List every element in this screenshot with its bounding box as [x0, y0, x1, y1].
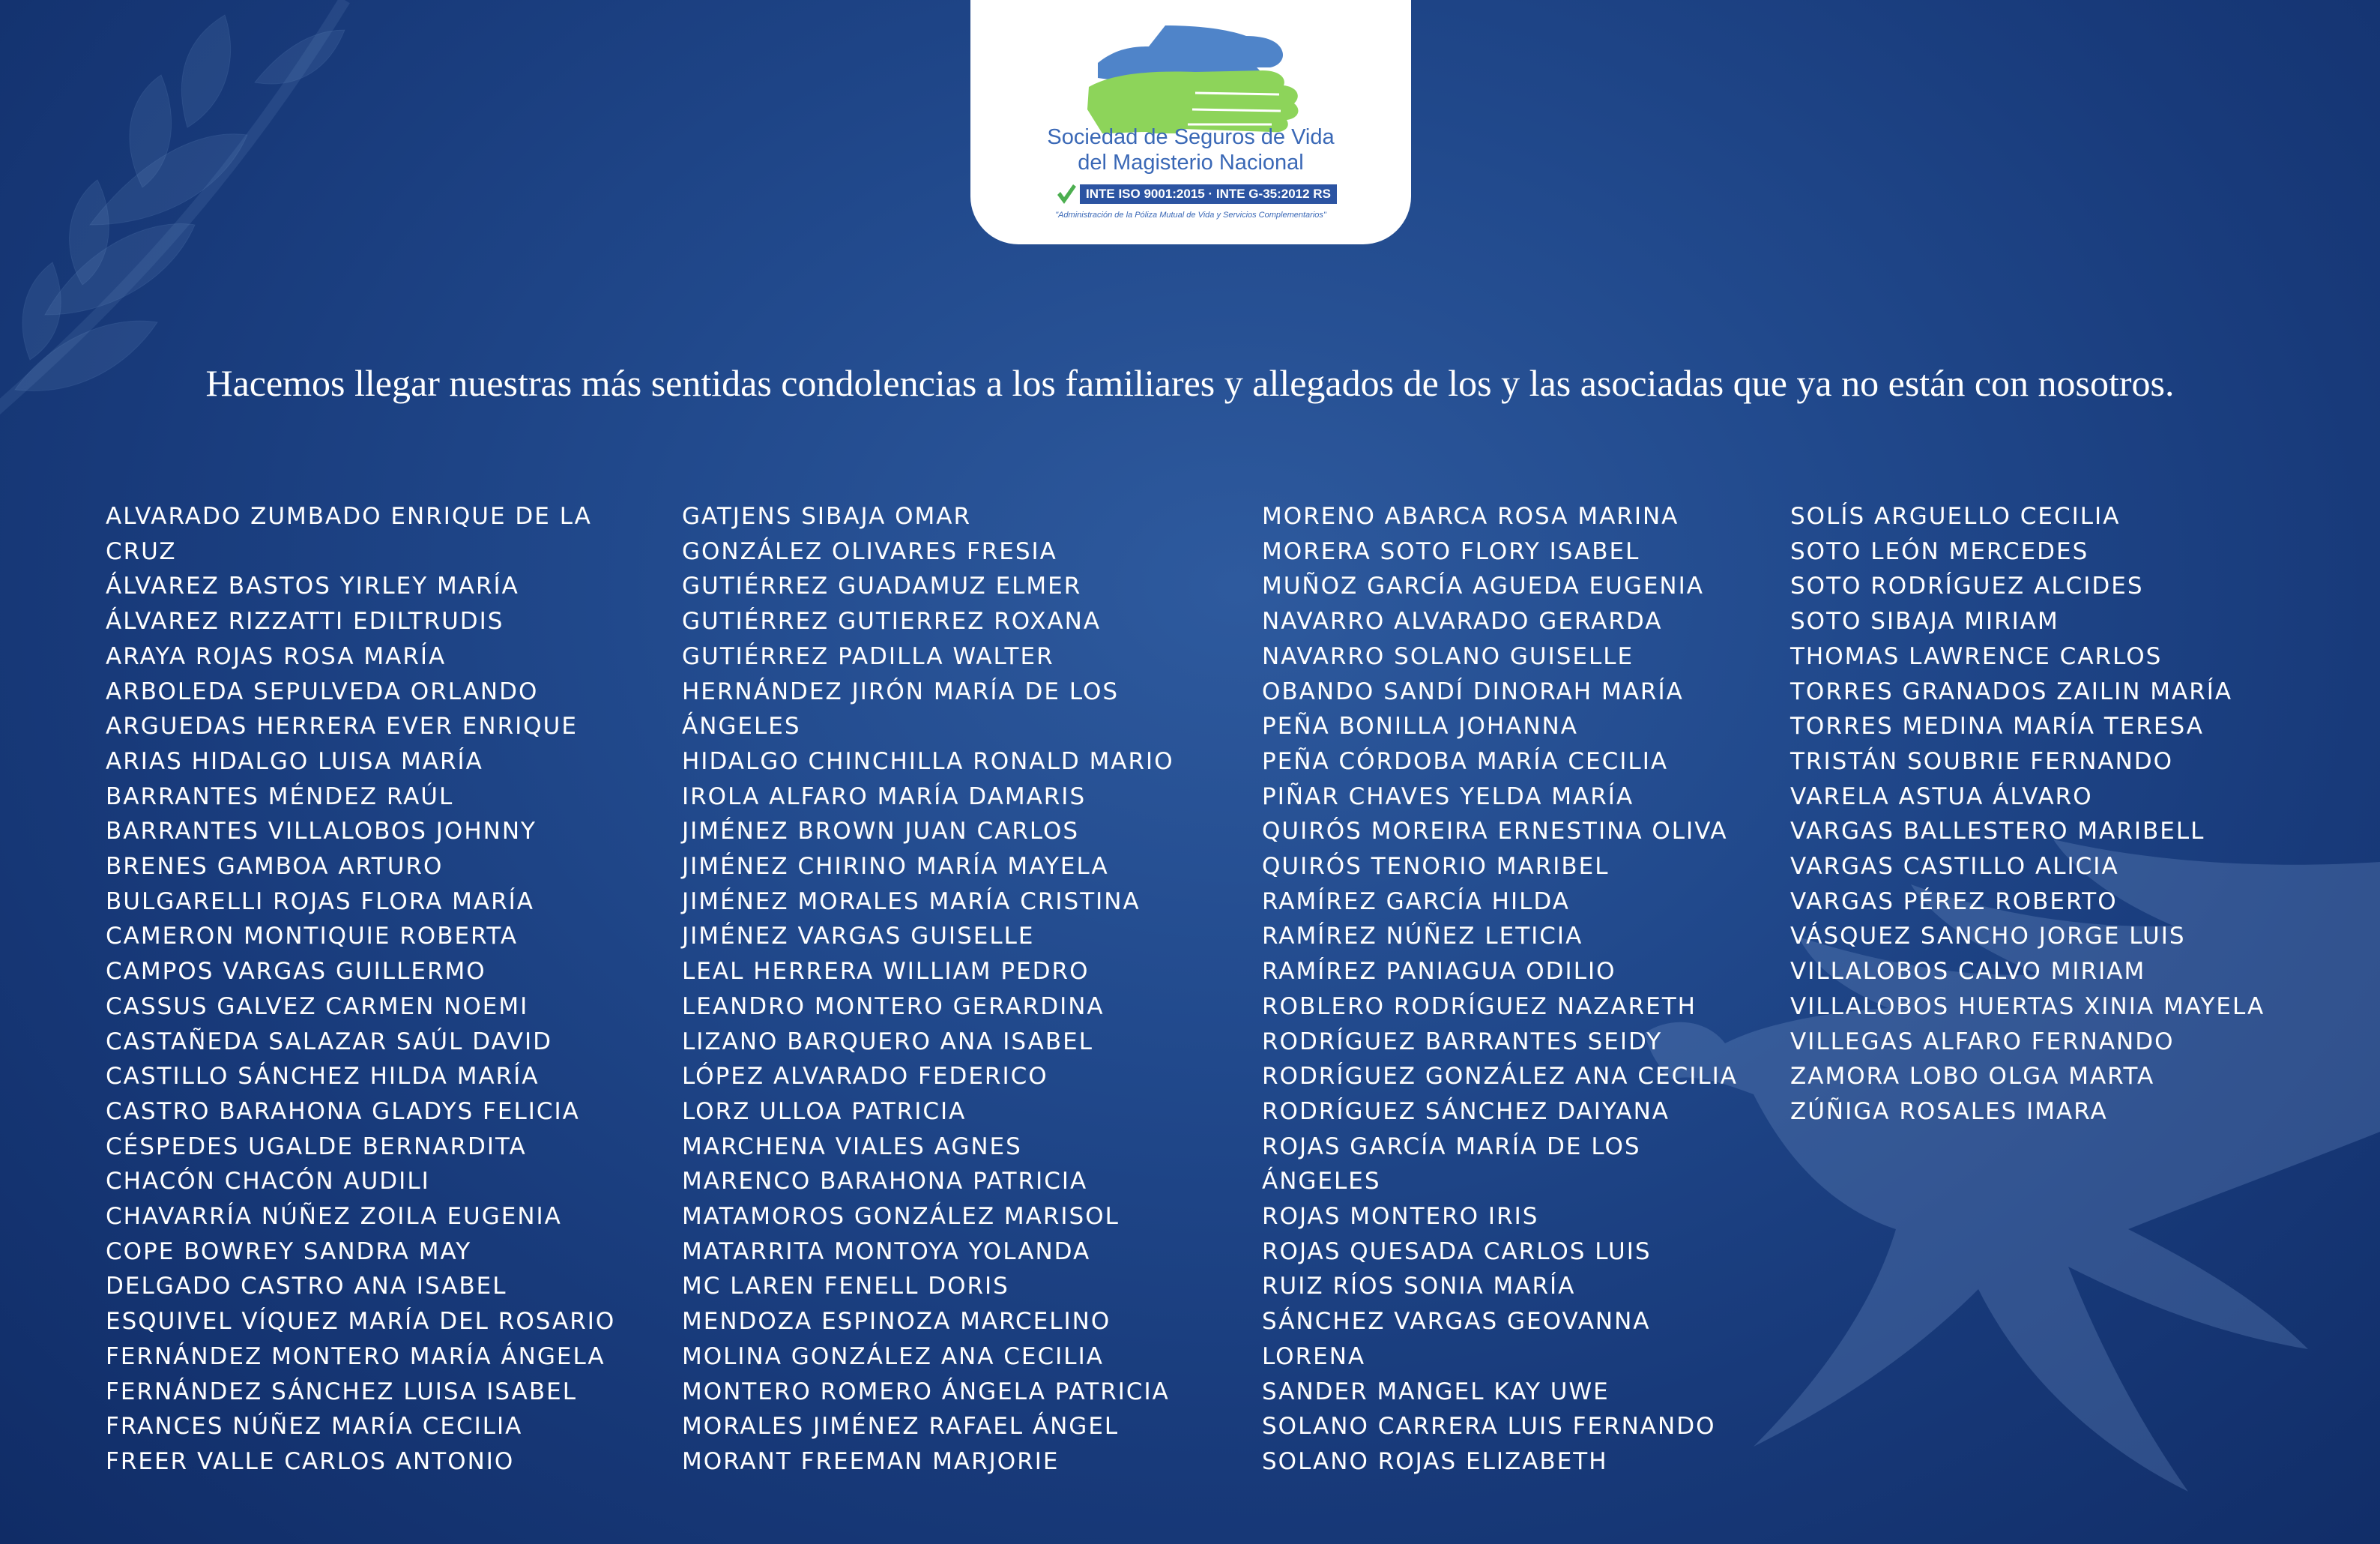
logo-tagline: "Administración de la Póliza Mutual de Vida y Servicios Complementarios"	[1055, 211, 1326, 220]
name-entry: QUIRÓS TENORIO MARIBEL	[1262, 853, 1610, 881]
name-entry: FREER VALLE CARLOS ANTONIO	[106, 1447, 515, 1475]
name-entry: NAVARRO ALVARADO GERARDA	[1262, 608, 1663, 636]
name-entry: NAVARRO SOLANO GUISELLE	[1262, 642, 1634, 670]
name-entry: VÁSQUEZ SANCHO JORGE LUIS	[1790, 923, 2186, 950]
name-entry: ROJAS QUESADA CARLOS LUIS	[1262, 1237, 1652, 1265]
name-entry: JIMÉNEZ VARGAS GUISELLE	[682, 923, 1035, 950]
name-entry: MONTERO ROMERO ÁNGELA PATRICIA	[682, 1378, 1170, 1405]
org-name-line-2: del Magisterio Nacional	[1078, 151, 1304, 175]
name-entry: DELGADO CASTRO ANA ISABEL	[106, 1273, 507, 1300]
name-entry: MORANT FREEMAN MARJORIE	[682, 1447, 1060, 1475]
name-entry: TORRES MEDINA MARÍA TERESA	[1790, 713, 2204, 741]
certification-row	[1056, 183, 1337, 205]
name-entry: ESQUIVEL VÍQUEZ MARÍA DEL ROSARIO	[106, 1308, 616, 1336]
check-icon	[1056, 183, 1077, 205]
name-entry: CASTRO BARAHONA GLADYS FELICIA	[106, 1097, 580, 1125]
name-entry: RODRÍGUEZ BARRANTES SEIDY	[1262, 1028, 1663, 1055]
name-entry: VARGAS BALLESTERO MARIBELL	[1790, 818, 2205, 845]
name-entry: CASSUS GALVEZ CARMEN NOEMI	[106, 992, 529, 1020]
name-entry: ÁNGELES	[682, 713, 801, 741]
name-entry: HERNÁNDEZ JIRÓN MARÍA DE LOS	[682, 678, 1120, 705]
name-entry: BARRANTES VILLALOBOS JOHNNY	[106, 818, 537, 845]
name-entry: VARGAS PÉREZ ROBERTO	[1790, 887, 2118, 915]
name-entry: LORZ ULLOA PATRICIA	[682, 1097, 967, 1125]
name-entry: JIMÉNEZ CHIRINO MARÍA MAYELA	[682, 853, 1109, 881]
name-entry: CASTILLO SÁNCHEZ HILDA MARÍA	[106, 1063, 540, 1091]
name-entry: HIDALGO CHINCHILLA RONALD MARIO	[682, 747, 1174, 775]
name-entry: TRISTÁN SOUBRIE FERNANDO	[1790, 747, 2174, 775]
name-entry: ÁLVAREZ RIZZATTI EDILTRUDIS	[106, 608, 504, 636]
name-entry: MARCHENA VIALES AGNES	[682, 1133, 1022, 1160]
name-entry: FRANCES NÚÑEZ MARÍA CECILIA	[106, 1413, 523, 1441]
name-entry: TORRES GRANADOS ZAILIN MARÍA	[1790, 678, 2233, 705]
name-entry: SANDER MANGEL KAY UWE	[1262, 1378, 1610, 1405]
name-entry: CRUZ	[106, 537, 177, 565]
name-entry: FERNÁNDEZ MONTERO MARÍA ÁNGELA	[106, 1342, 605, 1370]
name-entry: ROJAS GARCÍA MARÍA DE LOS	[1262, 1133, 1641, 1160]
logo-card	[970, 0, 1411, 244]
name-entry: MC LAREN FENELL DORIS	[682, 1273, 1009, 1300]
name-entry: ARGUEDAS HERRERA EVER ENRIQUE	[106, 713, 578, 741]
name-entry: MUÑOZ GARCÍA AGUEDA EUGENIA	[1262, 573, 1704, 600]
name-entry: MARENCO BARAHONA PATRICIA	[682, 1168, 1088, 1195]
name-entry: GONZÁLEZ OLIVARES FRESIA	[682, 537, 1057, 565]
name-entry: ÁNGELES	[1262, 1168, 1381, 1195]
name-entry: ZAMORA LOBO OLGA MARTA	[1790, 1063, 2155, 1091]
name-entry: ÁLVAREZ BASTOS YIRLEY MARÍA	[106, 573, 519, 600]
name-entry: LORENA	[1262, 1342, 1366, 1370]
name-entry: LEAL HERRERA WILLIAM PEDRO	[682, 958, 1090, 986]
org-name-line-1: Sociedad de Seguros de Vida	[1047, 125, 1335, 149]
name-entry: SOTO RODRÍGUEZ ALCIDES	[1790, 573, 2144, 600]
name-entry: ROBLERO RODRÍGUEZ NAZARETH	[1262, 992, 1697, 1020]
name-entry: VARELA ASTUA ÁLVARO	[1790, 782, 2093, 810]
name-entry: SOTO LEÓN MERCEDES	[1790, 537, 2089, 565]
name-entry: PEÑA CÓRDOBA MARÍA CECILIA	[1262, 747, 1669, 775]
condolence-message: Hacemos llegar nuestras más sentidas condolencias a los familiares y allegados de los y las asociadas que ya no están con nosotros.	[205, 362, 2175, 404]
name-entry: ARAYA ROJAS ROSA MARÍA	[106, 642, 447, 670]
name-entry: SÁNCHEZ VARGAS GEOVANNA	[1262, 1308, 1651, 1336]
name-entry: VILLALOBOS CALVO MIRIAM	[1790, 958, 2146, 986]
name-entry: MATARRITA MONTOYA YOLANDA	[682, 1237, 1091, 1265]
name-entry: FERNÁNDEZ SÁNCHEZ LUISA ISABEL	[106, 1378, 577, 1405]
name-entry: MOLINA GONZÁLEZ ANA CECILIA	[682, 1342, 1104, 1370]
name-entry: ZÚÑIGA ROSALES IMARA	[1790, 1097, 2108, 1125]
name-entry: CHACÓN CHACÓN AUDILI	[106, 1168, 430, 1195]
name-entry: ALVARADO ZUMBADO ENRIQUE DE LA	[106, 503, 592, 530]
name-entry: LIZANO BARQUERO ANA ISABEL	[682, 1028, 1093, 1055]
name-entry: PEÑA BONILLA JOHANNA	[1262, 713, 1578, 741]
name-entry: ROJAS MONTERO IRIS	[1262, 1203, 1539, 1231]
name-entry: GUTIÉRREZ PADILLA WALTER	[682, 642, 1054, 670]
name-entry: IROLA ALFARO MARÍA DAMARIS	[682, 782, 1087, 810]
name-entry: RODRÍGUEZ SÁNCHEZ DAIYANA	[1262, 1097, 1670, 1125]
name-entry: OBANDO SANDÍ DINORAH MARÍA	[1262, 678, 1684, 705]
name-entry: RODRÍGUEZ GONZÁLEZ ANA CECILIA	[1262, 1063, 1738, 1091]
names-column-2	[682, 499, 1236, 1480]
name-entry: CÉSPEDES UGALDE BERNARDITA	[106, 1133, 527, 1160]
name-entry: CASTAÑEDA SALAZAR SAÚL DAVID	[106, 1028, 552, 1055]
name-entry: MATAMOROS GONZÁLEZ MARISOL	[682, 1203, 1120, 1231]
name-entry: JIMÉNEZ BROWN JUAN CARLOS	[682, 818, 1080, 845]
name-entry: MORALES JIMÉNEZ RAFAEL ÁNGEL	[682, 1413, 1120, 1441]
name-entry: GUTIÉRREZ GUTIERREZ ROXANA	[682, 608, 1102, 636]
name-entry: RAMÍREZ GARCÍA HILDA	[1262, 887, 1570, 915]
name-entry: BULGARELLI ROJAS FLORA MARÍA	[106, 887, 534, 915]
name-entry: CHAVARRÍA NÚÑEZ ZOILA EUGENIA	[106, 1203, 562, 1231]
hands-logo-icon	[1083, 21, 1300, 133]
name-entry: CAMERON MONTIQUIE ROBERTA	[106, 923, 519, 950]
name-entry: SOLANO ROJAS ELIZABETH	[1262, 1447, 1608, 1475]
name-entry: GUTIÉRREZ GUADAMUZ ELMER	[682, 573, 1082, 600]
name-entry: RUIZ RÍOS SONIA MARÍA	[1262, 1273, 1576, 1300]
name-entry: SOTO SIBAJA MIRIAM	[1790, 608, 2059, 636]
name-entry: COPE BOWREY SANDRA MAY	[106, 1237, 472, 1265]
names-column-4	[1790, 499, 2345, 1130]
name-entry: VILLALOBOS HUERTAS XINIA MAYELA	[1790, 992, 2265, 1020]
name-entry: JIMÉNEZ MORALES MARÍA CRISTINA	[682, 887, 1141, 915]
name-entry: PIÑAR CHAVES YELDA MARÍA	[1262, 782, 1634, 810]
name-entry: SOLÍS ARGUELLO CECILIA	[1790, 503, 2121, 530]
name-entry: ARIAS HIDALGO LUISA MARÍA	[106, 747, 483, 775]
name-entry: MORERA SOTO FLORY ISABEL	[1262, 537, 1640, 565]
name-entry: MORENO ABARCA ROSA MARINA	[1262, 503, 1679, 530]
name-entry: RAMÍREZ NÚÑEZ LETICIA	[1262, 923, 1583, 950]
name-entry: VARGAS CASTILLO ALICIA	[1790, 853, 2119, 881]
name-entry: BRENES GAMBOA ARTURO	[106, 853, 444, 881]
name-entry: LEANDRO MONTERO GERARDINA	[682, 992, 1105, 1020]
name-entry: VILLEGAS ALFARO FERNANDO	[1790, 1028, 2175, 1055]
name-entry: QUIRÓS MOREIRA ERNESTINA OLIVA	[1262, 818, 1728, 845]
name-entry: SOLANO CARRERA LUIS FERNANDO	[1262, 1413, 1716, 1441]
name-entry: THOMAS LAWRENCE CARLOS	[1790, 642, 2163, 670]
name-entry: RAMÍREZ PANIAGUA ODILIO	[1262, 958, 1616, 986]
names-column-1	[106, 499, 630, 1480]
name-entry: LÓPEZ ALVARADO FEDERICO	[682, 1063, 1048, 1091]
certification-badge: INTE ISO 9001:2015 · INTE G-35:2012 RS	[1080, 184, 1337, 204]
name-entry: GATJENS SIBAJA OMAR	[682, 503, 972, 530]
name-entry: BARRANTES MÉNDEZ RAÚL	[106, 782, 454, 810]
names-column-3	[1262, 499, 1786, 1480]
name-entry: MENDOZA ESPINOZA MARCELINO	[682, 1308, 1111, 1336]
name-entry: CAMPOS VARGAS GUILLERMO	[106, 958, 486, 986]
name-entry: ARBOLEDA SEPULVEDA ORLANDO	[106, 678, 539, 705]
